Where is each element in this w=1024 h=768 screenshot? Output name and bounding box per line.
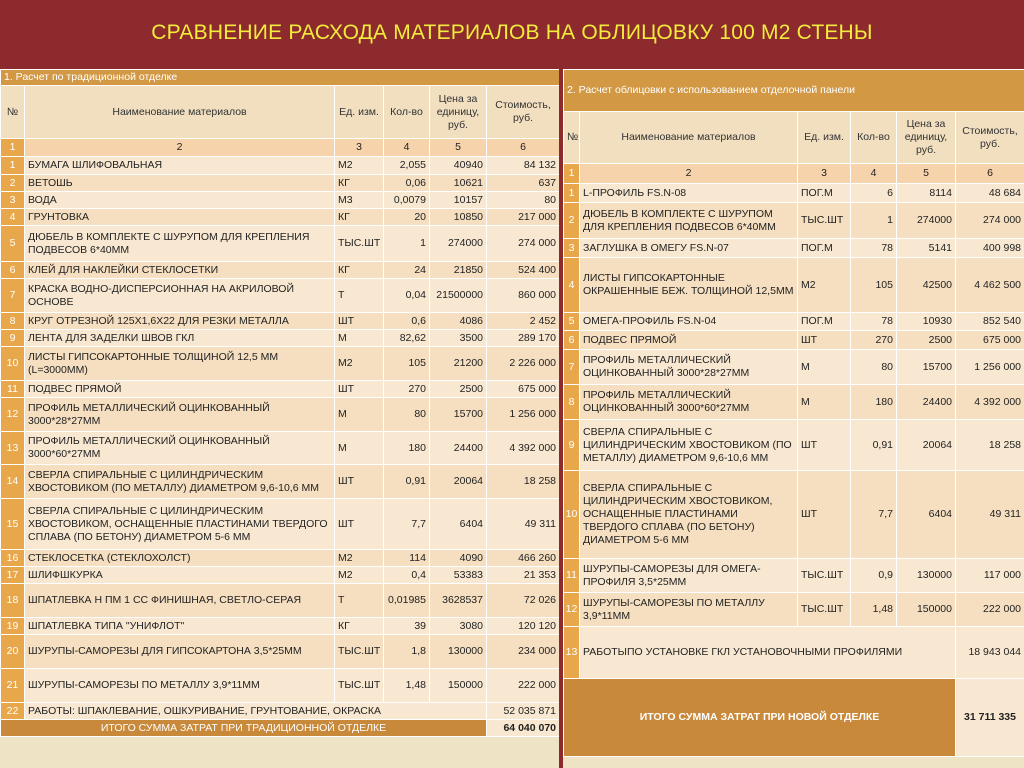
column-number: 6 (487, 139, 560, 157)
cost-cell: 48 684 (956, 184, 1024, 203)
price-cell: 4090 (430, 550, 487, 567)
unit-cell: ТЫС.ШТ (335, 635, 384, 669)
qty-cell: 20 (384, 209, 430, 226)
column-number: 2 (25, 139, 335, 157)
material-name: ШУРУПЫ-САМОРЕЗЫ ПО МЕТАЛЛУ 3,9*11ММ (580, 593, 798, 627)
qty-cell: 78 (851, 313, 897, 331)
qty-cell: 80 (851, 350, 897, 385)
section-title: 2. Расчет облицовки с использованием отделочной панели (564, 70, 1024, 112)
table-row (1, 584, 560, 618)
material-name: ПОДВЕС ПРЯМОЙ (25, 381, 335, 398)
column-number: 5 (897, 164, 956, 184)
material-name: L-ПРОФИЛЬ FS.N-08 (580, 184, 798, 203)
qty-cell: 1,48 (851, 593, 897, 627)
cost-cell: 217 000 (487, 209, 560, 226)
material-name: ШУРУПЫ-САМОРЕЗЫ ПО МЕТАЛЛУ 3,9*11ММ (25, 669, 335, 703)
table-row (1, 618, 560, 635)
row-number: 13 (564, 627, 580, 679)
price-cell: 2500 (897, 331, 956, 350)
cost-cell: 234 000 (487, 635, 560, 669)
table-row (564, 471, 1024, 559)
row-number: 7 (564, 350, 580, 385)
unit-cell: Т (335, 279, 384, 313)
total-value: 64 040 070 (487, 720, 560, 737)
qty-cell: 270 (851, 331, 897, 350)
unit-cell: М2 (335, 550, 384, 567)
table-row (564, 420, 1024, 471)
material-name: ШПАТЛЕВКА Н ПМ 1 СС ФИНИШНАЯ, СВЕТЛО-СЕРАЯ (25, 584, 335, 618)
row-number: 3 (564, 239, 580, 258)
qty-cell: 80 (384, 398, 430, 432)
header-row (1, 86, 560, 139)
row-number: 21 (1, 669, 25, 703)
cost-cell: 4 392 000 (487, 432, 560, 465)
col-header-number: № (1, 86, 25, 139)
price-cell: 4086 (430, 313, 487, 330)
price-cell: 150000 (430, 669, 487, 703)
row-number: 11 (1, 381, 25, 398)
price-cell: 24400 (430, 432, 487, 465)
cost-cell: 852 540 (956, 313, 1024, 331)
price-cell: 3080 (430, 618, 487, 635)
unit-cell: ПОГ.М (798, 184, 851, 203)
qty-cell: 0,0079 (384, 192, 430, 209)
row-number: 10 (564, 471, 580, 559)
row-number: 20 (1, 635, 25, 669)
row-number: 19 (1, 618, 25, 635)
column-number: 3 (335, 139, 384, 157)
table-row (564, 203, 1024, 239)
cost-cell: 1 256 000 (487, 398, 560, 432)
table-row (564, 350, 1024, 385)
row-number: 3 (1, 192, 25, 209)
unit-cell: М (335, 330, 384, 347)
price-cell: 15700 (430, 398, 487, 432)
price-cell: 10157 (430, 192, 487, 209)
cost-cell: 222 000 (487, 669, 560, 703)
total-label: ИТОГО СУММА ЗАТРАТ ПРИ ТРАДИЦИОННОЙ ОТДЕЛКЕ (1, 720, 487, 737)
material-name: ПРОФИЛЬ МЕТАЛЛИЧЕСКИЙ ОЦИНКОВАННЫЙ 3000*60*27ММ (580, 385, 798, 420)
traditional-calc-panel (0, 69, 559, 768)
cost-cell: 675 000 (956, 331, 1024, 350)
table-row (564, 239, 1024, 258)
traditional-table (0, 69, 559, 737)
cost-cell: 117 000 (956, 559, 1024, 593)
table-row (1, 192, 560, 209)
cost-cell: 49 311 (956, 471, 1024, 559)
material-name: ПРОФИЛЬ МЕТАЛЛИЧЕСКИЙ ОЦИНКОВАННЫЙ 3000*60*27ММ (25, 432, 335, 465)
unit-cell: М (335, 398, 384, 432)
price-cell: 6404 (430, 499, 487, 550)
table-row (1, 381, 560, 398)
table-row (1, 262, 560, 279)
price-cell: 2500 (430, 381, 487, 398)
cost-cell: 274 000 (487, 226, 560, 262)
material-name: ГРУНТОВКА (25, 209, 335, 226)
table-row (564, 331, 1024, 350)
price-cell: 20064 (897, 420, 956, 471)
table-row (564, 313, 1024, 331)
unit-cell: М2 (335, 157, 384, 175)
qty-cell: 0,01985 (384, 584, 430, 618)
price-cell: 24400 (897, 385, 956, 420)
unit-cell: М2 (335, 347, 384, 381)
cost-cell: 52 035 871 (487, 703, 560, 720)
column-number: 4 (851, 164, 897, 184)
price-cell: 15700 (897, 350, 956, 385)
row-number: 8 (1, 313, 25, 330)
unit-cell: М (335, 432, 384, 465)
row-number: 4 (1, 209, 25, 226)
unit-cell: ШТ (798, 471, 851, 559)
price-cell: 3628537 (430, 584, 487, 618)
row-number: 8 (564, 385, 580, 420)
row-number: 18 (1, 584, 25, 618)
material-name: СВЕРЛА СПИРАЛЬНЫЕ С ЦИЛИНДРИЧЕСКИМ ХВОСТОВИКОМ, ОСНАЩЕННЫЕ ПЛАСТИНАМИ ТВЕРДОГО СПЛАВА (ПО БЕТОНУ) ДИАМЕТРОМ 5-6 ММ (580, 471, 798, 559)
material-name: СВЕРЛА СПИРАЛЬНЫЕ С ЦИЛИНДРИЧЕСКИМ ХВОСТОВИКОМ, ОСНАЩЕННЫЕ ПЛАСТИНАМИ ТВЕРДОГО СПЛАВА (ПО БЕТОНУ) ДИАМЕТРОМ 5-6 ММ (25, 499, 335, 550)
qty-cell: 1 (851, 203, 897, 239)
cost-cell: 637 (487, 175, 560, 192)
material-name: ВОДА (25, 192, 335, 209)
price-cell: 21850 (430, 262, 487, 279)
cost-cell: 80 (487, 192, 560, 209)
row-number: 16 (1, 550, 25, 567)
price-cell: 130000 (897, 559, 956, 593)
cost-cell: 675 000 (487, 381, 560, 398)
table-row (1, 347, 560, 381)
cost-cell: 18 258 (956, 420, 1024, 471)
col-header-name: Наименование материалов (580, 112, 798, 164)
price-cell: 21200 (430, 347, 487, 381)
qty-cell: 105 (851, 258, 897, 313)
column-number: 1 (1, 139, 25, 157)
row-number: 9 (1, 330, 25, 347)
col-header-price: Цена за единицу, руб. (897, 112, 956, 164)
cost-cell: 400 998 (956, 239, 1024, 258)
cost-cell: 4 392 000 (956, 385, 1024, 420)
col-header-cost: Стоимость, руб. (487, 86, 560, 139)
material-name: ДЮБЕЛЬ В КОМПЛЕКТЕ С ШУРУПОМ ДЛЯ КРЕПЛЕНИЯ ПОДВЕСОВ 6*40ММ (580, 203, 798, 239)
price-cell: 53383 (430, 567, 487, 584)
cost-cell: 18 943 044 (956, 627, 1024, 679)
qty-cell: 1,48 (384, 669, 430, 703)
table-row (564, 593, 1024, 627)
qty-cell: 1 (384, 226, 430, 262)
unit-cell: ТЫС.ШТ (798, 559, 851, 593)
material-name: КРУГ ОТРЕЗНОЙ 125Х1,6Х22 ДЛЯ РЕЗКИ МЕТАЛЛА (25, 313, 335, 330)
material-name: ШУРУПЫ-САМОРЕЗЫ ДЛЯ ГИПСОКАРТОНА 3,5*25ММ (25, 635, 335, 669)
qty-cell: 0,06 (384, 175, 430, 192)
row-number: 10 (1, 347, 25, 381)
col-header-price: Цена за единицу, руб. (430, 86, 487, 139)
total-label: ИТОГО СУММА ЗАТРАТ ПРИ НОВОЙ ОТДЕЛКЕ (564, 679, 956, 757)
unit-cell: ТЫС.ШТ (798, 593, 851, 627)
table-row (564, 258, 1024, 313)
unit-cell: М2 (798, 258, 851, 313)
cost-cell: 2 452 (487, 313, 560, 330)
table-row (1, 465, 560, 499)
header-row (564, 112, 1024, 164)
material-name: ШПАТЛЕВКА ТИПА "УНИФЛОТ" (25, 618, 335, 635)
col-header-qty: Кол-во (384, 86, 430, 139)
work-name: РАБОТЫ: ШПАКЛЕВАНИЕ, ОШКУРИВАНИЕ, ГРУНТОВАНИЕ, ОКРАСКА (25, 703, 487, 720)
row-number: 5 (564, 313, 580, 331)
col-header-cost: Стоимость, руб. (956, 112, 1024, 164)
unit-cell: ПОГ.М (798, 313, 851, 331)
qty-cell: 1,8 (384, 635, 430, 669)
row-number: 1 (564, 184, 580, 203)
table-row (1, 550, 560, 567)
table-row (1, 157, 560, 175)
row-number: 2 (564, 203, 580, 239)
material-name: СВЕРЛА СПИРАЛЬНЫЕ С ЦИЛИНДРИЧЕСКИМ ХВОСТОВИКОМ (ПО МЕТАЛЛУ) ДИАМЕТРОМ 9,6-10,6 ММ (580, 420, 798, 471)
price-cell: 150000 (897, 593, 956, 627)
section-title: 1. Расчет по традиционной отделке (1, 70, 560, 86)
row-number: 5 (1, 226, 25, 262)
qty-cell: 6 (851, 184, 897, 203)
table-row (1, 567, 560, 584)
row-number: 6 (1, 262, 25, 279)
row-number: 12 (564, 593, 580, 627)
work-name: РАБОТЫПО УСТАНОВКЕ ГКЛ УСТАНОВОЧНЫМИ ПРОФИЛЯМИ (580, 627, 956, 679)
unit-cell: М (798, 350, 851, 385)
cost-cell: 524 400 (487, 262, 560, 279)
table-row (1, 209, 560, 226)
row-number: 15 (1, 499, 25, 550)
material-name: БУМАГА ШЛИФОВАЛЬНАЯ (25, 157, 335, 175)
row-number: 11 (564, 559, 580, 593)
column-number-row (1, 139, 560, 157)
unit-cell: ШТ (798, 420, 851, 471)
table-row (1, 499, 560, 550)
price-cell: 40940 (430, 157, 487, 175)
price-cell: 5141 (897, 239, 956, 258)
price-cell: 274000 (430, 226, 487, 262)
qty-cell: 24 (384, 262, 430, 279)
qty-cell: 270 (384, 381, 430, 398)
cost-cell: 289 170 (487, 330, 560, 347)
table-row (1, 635, 560, 669)
qty-cell: 0,91 (384, 465, 430, 499)
column-number: 1 (564, 164, 580, 184)
qty-cell: 39 (384, 618, 430, 635)
qty-cell: 0,91 (851, 420, 897, 471)
row-number: 12 (1, 398, 25, 432)
unit-cell: М (798, 385, 851, 420)
column-number: 2 (580, 164, 798, 184)
unit-cell: ШТ (335, 465, 384, 499)
total-row (564, 679, 1024, 757)
unit-cell: М3 (335, 192, 384, 209)
table-row (1, 313, 560, 330)
col-header-name: Наименование материалов (25, 86, 335, 139)
unit-cell: Т (335, 584, 384, 618)
unit-cell: ТЫС.ШТ (335, 226, 384, 262)
price-cell: 10930 (897, 313, 956, 331)
col-header-unit: Ед. изм. (798, 112, 851, 164)
unit-cell: КГ (335, 175, 384, 192)
cost-cell: 18 258 (487, 465, 560, 499)
material-name: ДЮБЕЛЬ В КОМПЛЕКТЕ С ШУРУПОМ ДЛЯ КРЕПЛЕНИЯ ПОДВЕСОВ 6*40ММ (25, 226, 335, 262)
table-row (1, 703, 560, 720)
material-name: СВЕРЛА СПИРАЛЬНЫЕ С ЦИЛИНДРИЧЕСКИМ ХВОСТОВИКОМ (ПО МЕТАЛЛУ) ДИАМЕТРОМ 9,6-10,6 ММ (25, 465, 335, 499)
table-row (564, 385, 1024, 420)
qty-cell: 0,4 (384, 567, 430, 584)
cost-cell: 1 256 000 (956, 350, 1024, 385)
material-name: КЛЕЙ ДЛЯ НАКЛЕЙКИ СТЕКЛОСЕТКИ (25, 262, 335, 279)
unit-cell: ТЫС.ШТ (335, 669, 384, 703)
unit-cell: М2 (335, 567, 384, 584)
cost-cell: 84 132 (487, 157, 560, 175)
cost-cell: 274 000 (956, 203, 1024, 239)
cost-cell: 120 120 (487, 618, 560, 635)
column-number-row (564, 164, 1024, 184)
price-cell: 130000 (430, 635, 487, 669)
panel-calc-panel (563, 69, 1024, 768)
row-number: 22 (1, 703, 25, 720)
unit-cell: ТЫС.ШТ (798, 203, 851, 239)
material-name: ЛИСТЫ ГИПСОКАРТОННЫЕ ТОЛЩИНОЙ 12,5 ММ (L=3000ММ) (25, 347, 335, 381)
row-number: 17 (1, 567, 25, 584)
qty-cell: 7,7 (851, 471, 897, 559)
material-name: ВЕТОШЬ (25, 175, 335, 192)
unit-cell: ШТ (335, 313, 384, 330)
cost-cell: 49 311 (487, 499, 560, 550)
column-number: 4 (384, 139, 430, 157)
price-cell: 42500 (897, 258, 956, 313)
cost-cell: 4 462 500 (956, 258, 1024, 313)
total-row (1, 720, 560, 737)
row-number: 9 (564, 420, 580, 471)
col-header-unit: Ед. изм. (335, 86, 384, 139)
qty-cell: 114 (384, 550, 430, 567)
qty-cell: 78 (851, 239, 897, 258)
cost-cell: 860 000 (487, 279, 560, 313)
row-number: 2 (1, 175, 25, 192)
qty-cell: 82,62 (384, 330, 430, 347)
col-header-number: № (564, 112, 580, 164)
column-number: 3 (798, 164, 851, 184)
cost-cell: 2 226 000 (487, 347, 560, 381)
material-name: ПРОФИЛЬ МЕТАЛЛИЧЕСКИЙ ОЦИНКОВАННЫЙ 3000*28*27ММ (580, 350, 798, 385)
panel-table (563, 69, 1024, 757)
column-number: 5 (430, 139, 487, 157)
row-number: 4 (564, 258, 580, 313)
unit-cell: ШТ (798, 331, 851, 350)
price-cell: 10850 (430, 209, 487, 226)
cost-cell: 21 353 (487, 567, 560, 584)
row-number: 6 (564, 331, 580, 350)
material-name: ЛЕНТА ДЛЯ ЗАДЕЛКИ ШВОВ ГКЛ (25, 330, 335, 347)
row-number: 13 (1, 432, 25, 465)
unit-cell: ШТ (335, 381, 384, 398)
price-cell: 10621 (430, 175, 487, 192)
page-title: СРАВНЕНИЕ РАСХОДА МАТЕРИАЛОВ НА ОБЛИЦОВКУ 100 М2 СТЕНЫ (0, 0, 1024, 66)
qty-cell: 7,7 (384, 499, 430, 550)
row-number: 1 (1, 157, 25, 175)
material-name: ОМЕГА-ПРОФИЛЬ FS.N-04 (580, 313, 798, 331)
qty-cell: 180 (384, 432, 430, 465)
table-row (1, 330, 560, 347)
material-name: ЛИСТЫ ГИПСОКАРТОННЫЕ ОКРАШЕННЫЕ БЕЖ. ТОЛЩИНОЙ 12,5ММ (580, 258, 798, 313)
unit-cell: КГ (335, 618, 384, 635)
table-row (1, 279, 560, 313)
row-number: 7 (1, 279, 25, 313)
price-cell: 8114 (897, 184, 956, 203)
unit-cell: ШТ (335, 499, 384, 550)
cost-cell: 466 260 (487, 550, 560, 567)
qty-cell: 0,04 (384, 279, 430, 313)
price-cell: 21500000 (430, 279, 487, 313)
table-row (1, 175, 560, 192)
table-row (1, 432, 560, 465)
qty-cell: 2,055 (384, 157, 430, 175)
price-cell: 274000 (897, 203, 956, 239)
material-name: ПРОФИЛЬ МЕТАЛЛИЧЕСКИЙ ОЦИНКОВАННЫЙ 3000*28*27ММ (25, 398, 335, 432)
row-number: 14 (1, 465, 25, 499)
unit-cell: КГ (335, 262, 384, 279)
qty-cell: 0,9 (851, 559, 897, 593)
material-name: ШУРУПЫ-САМОРЕЗЫ ДЛЯ ОМЕГА-ПРОФИЛЯ 3,5*25ММ (580, 559, 798, 593)
unit-cell: ПОГ.М (798, 239, 851, 258)
total-value: 31 711 335 (956, 679, 1024, 757)
qty-cell: 105 (384, 347, 430, 381)
price-cell: 3500 (430, 330, 487, 347)
qty-cell: 180 (851, 385, 897, 420)
unit-cell: КГ (335, 209, 384, 226)
table-row (564, 627, 1024, 679)
material-name: ШЛИФШКУРКА (25, 567, 335, 584)
material-name: ПОДВЕС ПРЯМОЙ (580, 331, 798, 350)
table-row (564, 559, 1024, 593)
price-cell: 20064 (430, 465, 487, 499)
column-number: 6 (956, 164, 1024, 184)
cost-cell: 72 026 (487, 584, 560, 618)
material-name: СТЕКЛОСЕТКА (СТЕКЛОХОЛСТ) (25, 550, 335, 567)
col-header-qty: Кол-во (851, 112, 897, 164)
qty-cell: 0,6 (384, 313, 430, 330)
table-row (564, 184, 1024, 203)
table-row (1, 398, 560, 432)
material-name: ЗАГЛУШКА В ОМЕГУ FS.N-07 (580, 239, 798, 258)
table-row (1, 226, 560, 262)
price-cell: 6404 (897, 471, 956, 559)
table-row (1, 669, 560, 703)
material-name: КРАСКА ВОДНО-ДИСПЕРСИОННАЯ НА АКРИЛОВОЙ ОСНОВЕ (25, 279, 335, 313)
cost-cell: 222 000 (956, 593, 1024, 627)
